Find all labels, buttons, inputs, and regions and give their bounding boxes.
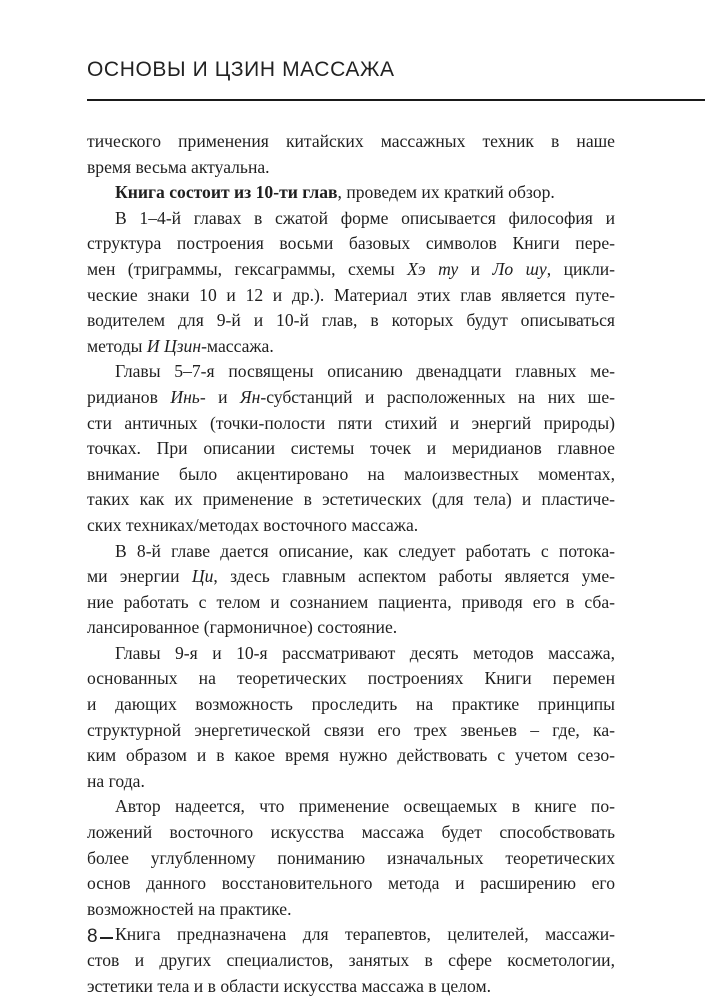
text-line: ских техниках/методах восточного массажа. xyxy=(87,514,419,535)
text-line: Книга состоит из 10-ти глав, проведем их краткий обзор. xyxy=(115,182,555,203)
text-line: и дающих возможность проследить на практике принципы xyxy=(87,694,615,715)
text-line: ние работать с телом и сознанием пациента, приводя его в сба- xyxy=(87,591,615,612)
text-line: сти античных (точки-полости пяти стихий и энергий природы) xyxy=(87,412,615,433)
text-line: эстетики тела и в области искусства массажа в целом. xyxy=(87,975,491,996)
emphasis-italic: Ци xyxy=(191,566,214,587)
emphasis-italic: Ло шу xyxy=(492,258,547,279)
text-line: стов и других специалистов, занятых в сфере косметологии, xyxy=(87,950,615,970)
text-line: ческие знаки 10 и 12 и др.). Материал этих глав является путе- xyxy=(87,284,615,305)
text-line: время весьма актуальна. xyxy=(87,156,270,177)
text-line: на года. xyxy=(87,770,145,791)
text-line: основанных на теоретических построениях Книги перемен xyxy=(87,668,615,689)
text-line: водителем для 9-й и 10-й глав, в которых будут описываться xyxy=(87,310,615,331)
header-divider xyxy=(87,99,705,101)
text-line: таких как их применение в эстетических (для тела) и пластиче- xyxy=(87,489,615,510)
text-line: структура построения восьми базовых символов Книги пере- xyxy=(87,233,615,254)
text-line: Главы 5–7-я посвящены описанию двенадцати главных ме- xyxy=(115,361,615,382)
text-line: лансированное (гармоничное) состояние. xyxy=(87,617,398,638)
text-line: основ данного восстановительного метода и расширению его xyxy=(87,873,615,894)
emphasis-bold: Книга состоит из 10-ти глав xyxy=(115,182,338,203)
emphasis-italic: Хэ ту xyxy=(407,258,459,279)
text-line: Автор надеется, что применение освещаемых в книге по- xyxy=(115,796,615,817)
text-line: точках. При описании системы точек и меридианов главное xyxy=(87,438,615,459)
text-line: методы И Цзин-массажа. xyxy=(87,335,274,356)
running-header-title: ОСНОВЫ И ЦЗИН МАССАЖА xyxy=(87,58,395,81)
text-line: В 1–4-й главах в сжатой форме описывается философия и xyxy=(115,207,615,228)
emphasis-italic: Ян xyxy=(240,386,261,407)
text-line: мен (триграммы, гексаграммы, схемы Хэ ту и Ло шу, цикли- xyxy=(87,258,616,279)
text-line: ми энергии Ци, здесь главным аспектом работы является уме- xyxy=(87,566,615,587)
text-line: ложений восточного искусства массажа будет способствовать xyxy=(87,822,615,843)
emphasis-italic: И Цзин xyxy=(146,335,202,356)
text-line: Главы 9-я и 10-я рассматривают десять методов массажа, xyxy=(115,642,615,663)
text-line: структурной энергетической связи его трех звеньев – где, ка- xyxy=(87,719,615,740)
text-line: более углубленному пониманию изначальных теоретических xyxy=(87,847,615,868)
page-number-dash xyxy=(100,937,113,939)
text-line: внимание было акцентировано на малоизвестных моментах, xyxy=(87,463,615,484)
body-text xyxy=(87,129,615,999)
page-number: 8 xyxy=(87,926,98,947)
text-line: Книга предназначена для терапевтов, целителей, массажи- xyxy=(115,924,615,945)
emphasis-italic: Инь xyxy=(170,386,200,407)
text-line: ридианов Инь- и Ян-субстанций и расположенных на них ше- xyxy=(87,386,616,407)
text-line: В 8-й главе дается описание, как следует работать с потока- xyxy=(115,540,615,561)
text-line: тического применения китайских массажных техник в наше xyxy=(87,131,615,151)
text-line: возможностей на практике. xyxy=(87,898,292,919)
text-line: ким образом и в какое время нужно действовать с учетом сезо- xyxy=(87,745,615,766)
